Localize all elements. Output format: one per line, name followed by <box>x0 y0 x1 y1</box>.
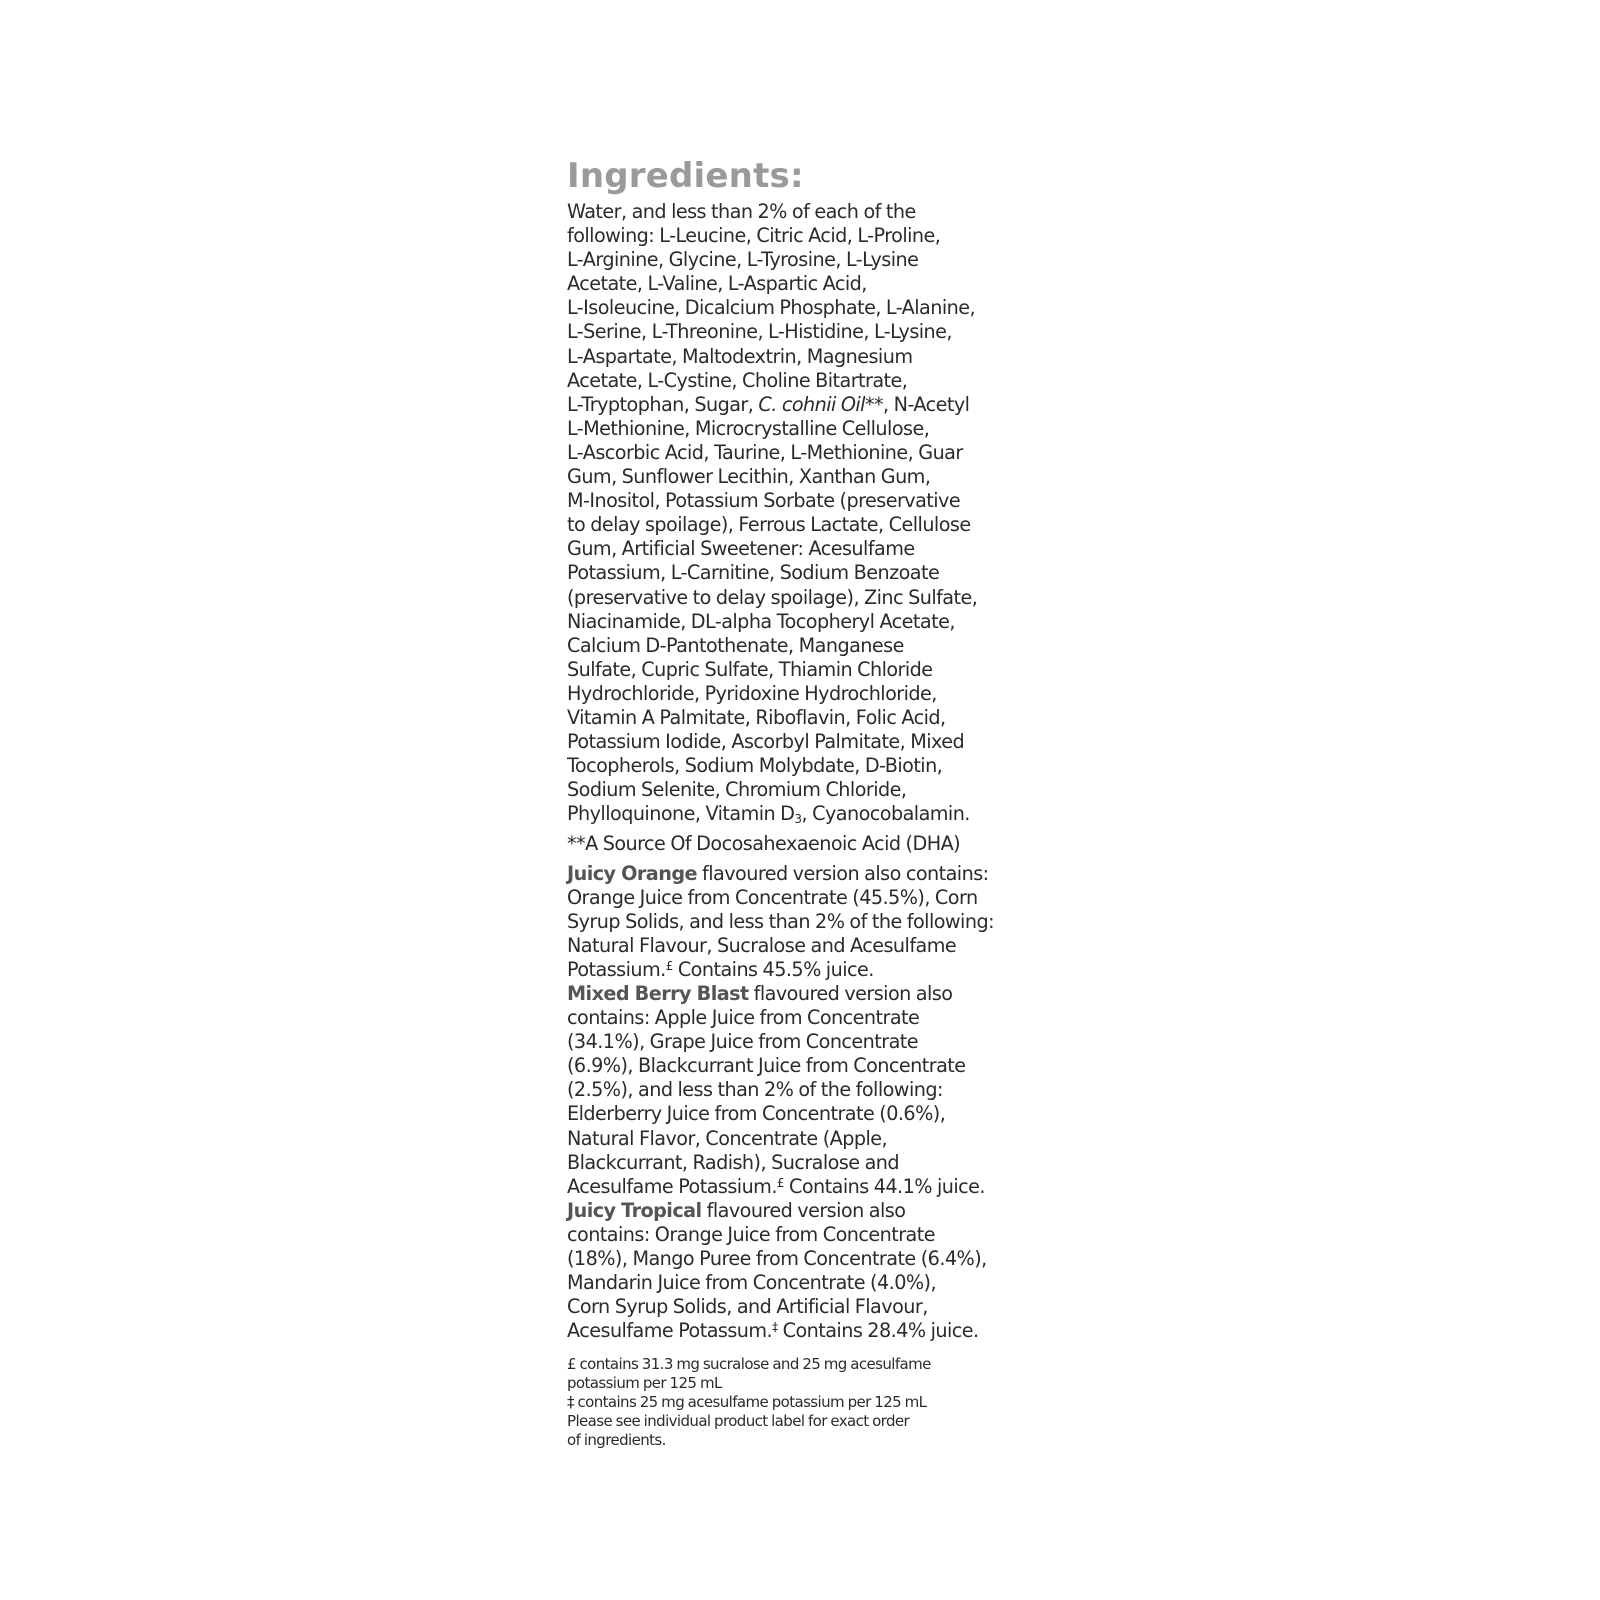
text-line: Natural Flavour, Sucralose and Acesulfame <box>567 933 957 957</box>
text-line: Natural Flavor, Concentrate (Apple, <box>567 1126 888 1150</box>
text-segment: flavoured version also <box>701 1198 906 1222</box>
text-segment: Potassium. <box>567 957 666 981</box>
text-line: Orange Juice from Concentrate (45.5%), Corn <box>567 885 978 909</box>
text-segment: Acesulfame Potassium. <box>567 1174 777 1198</box>
text-line: (2.5%), and less than 2% of the following: <box>567 1078 943 1102</box>
text-segment: Acesulfame Potassum. <box>567 1319 773 1343</box>
text-line: Vitamin A Palmitate, Riboflavin, Folic Acid, <box>567 705 946 729</box>
ingredients-list <box>567 200 1057 826</box>
superscript-symbol: £ <box>665 958 673 973</box>
text-line: of ingredients. <box>567 1431 666 1450</box>
text-line: Calcium D-Pantothenate, Manganese <box>567 633 904 657</box>
text-line <box>567 1175 1057 1199</box>
text-line: (preservative to delay spoilage), Zinc Sulfate, <box>567 585 978 609</box>
text-line: Sodium Selenite, Chromium Chloride, <box>567 778 907 802</box>
flavour-variants <box>567 862 1057 1344</box>
text-line: (34.1%), Grape Juice from Concentrate <box>567 1030 919 1054</box>
superscript-symbol: £ <box>776 1175 784 1190</box>
text-segment: Phylloquinone, Vitamin D <box>567 802 795 826</box>
text-line: L-Serine, L-Threonine, L-Histidine, L-Lysine, <box>567 320 952 344</box>
text-segment: Contains 45.5% juice. <box>672 957 874 981</box>
text-line: M-Inositol, Potassium Sorbate (preservative <box>567 489 961 513</box>
text-line: Tocopherols, Sodium Molybdate, D-Biotin, <box>567 754 943 778</box>
text-line: £ contains 31.3 mg sucralose and 25 mg acesulfame <box>567 1355 931 1374</box>
text-line: following: L-Leucine, Citric Acid, L-Proline, <box>567 224 941 248</box>
text-line: Water, and less than 2% of each of the <box>567 200 916 223</box>
text-line: Acetate, L-Valine, L-Aspartic Acid, <box>567 272 867 296</box>
text-segment: L-Tryptophan, Sugar, <box>567 392 759 416</box>
text-line <box>567 982 1057 1006</box>
text-line <box>567 393 1057 417</box>
text-line: contains: Apple Juice from Concentrate <box>567 1006 920 1030</box>
dha-note: **A Source Of Docosahexaenoic Acid (DHA) <box>567 832 961 856</box>
text-line: L-Ascorbic Acid, Taurine, L-Methionine, Guar <box>567 440 963 464</box>
text-line: Elderberry Juice from Concentrate (0.6%), <box>567 1102 946 1126</box>
text-line: L-Arginine, Glycine, L-Tyrosine, L-Lysine <box>567 248 919 272</box>
text-line: to delay spoilage), Ferrous Lactate, Cellulose <box>567 513 971 537</box>
text-segment: **, N-Acetyl <box>864 392 970 416</box>
superscript-symbol: ‡ <box>772 1320 778 1335</box>
text-segment: flavoured version also <box>748 982 953 1005</box>
italic-text: C. cohnii Oil <box>758 392 865 416</box>
text-line: Sulfate, Cupric Sulfate, Thiamin Chloride <box>567 657 933 681</box>
flavour-name: Juicy Tropical <box>567 1198 702 1222</box>
text-line: Mandarin Juice from Concentrate (4.0%), <box>567 1271 937 1295</box>
text-line: Blackcurrant, Radish), Sucralose and <box>567 1150 900 1174</box>
text-line: L-Isoleucine, Dicalcium Phosphate, L-Alanine, <box>567 296 976 320</box>
text-line: (6.9%), Blackcurrant Juice from Concentrate <box>567 1054 966 1078</box>
text-line: contains: Orange Juice from Concentrate <box>567 1222 935 1246</box>
text-line: Corn Syrup Solids, and Artificial Flavour, <box>567 1295 928 1319</box>
text-line: L-Aspartate, Maltodextrin, Magnesium <box>567 344 913 368</box>
text-line: Please see individual product label for exact order <box>567 1412 910 1431</box>
text-line <box>567 862 1057 886</box>
text-line <box>567 1199 1057 1223</box>
text-segment: Contains 44.1% juice. <box>783 1174 985 1198</box>
text-line: (18%), Mango Puree from Concentrate (6.4%), <box>567 1247 987 1271</box>
flavour-name: Mixed Berry Blast <box>567 982 749 1005</box>
ingredients-panel <box>567 156 1057 1450</box>
text-line: L-Methionine, Microcrystalline Cellulose, <box>567 416 930 440</box>
text-segment: flavoured version also contains: <box>696 861 989 885</box>
text-line: potassium per 125 mL <box>567 1374 722 1393</box>
text-line: Acetate, L-Cystine, Choline Bitartrate, <box>567 368 908 392</box>
text-line: Syrup Solids, and less than 2% of the following: <box>567 909 994 933</box>
text-line: Potassium Iodide, Ascorbyl Palmitate, Mixed <box>567 730 965 754</box>
text-line: ‡ contains 25 mg acesulfame potassium per 125 mL <box>567 1393 927 1412</box>
text-segment: , Cyanocobalamin. <box>801 802 970 826</box>
text-line <box>567 802 1057 826</box>
text-line: Gum, Artificial Sweetener: Acesulfame <box>567 537 915 561</box>
text-line: Niacinamide, DL-alpha Tocopheryl Acetate, <box>567 609 955 633</box>
subscript: 3 <box>794 812 802 827</box>
text-line: Gum, Sunflower Lecithin, Xanthan Gum, <box>567 465 931 489</box>
text-line <box>567 1319 1057 1343</box>
text-line: Potassium, L-Carnitine, Sodium Benzoate <box>567 561 940 585</box>
ingredients-title: Ingredients: <box>567 156 804 196</box>
footnotes <box>567 1355 1057 1450</box>
flavour-name: Juicy Orange <box>567 861 697 885</box>
text-line <box>567 958 1057 982</box>
text-line: Hydrochloride, Pyridoxine Hydrochloride, <box>567 681 937 705</box>
text-segment: Contains 28.4% juice. <box>777 1319 979 1343</box>
